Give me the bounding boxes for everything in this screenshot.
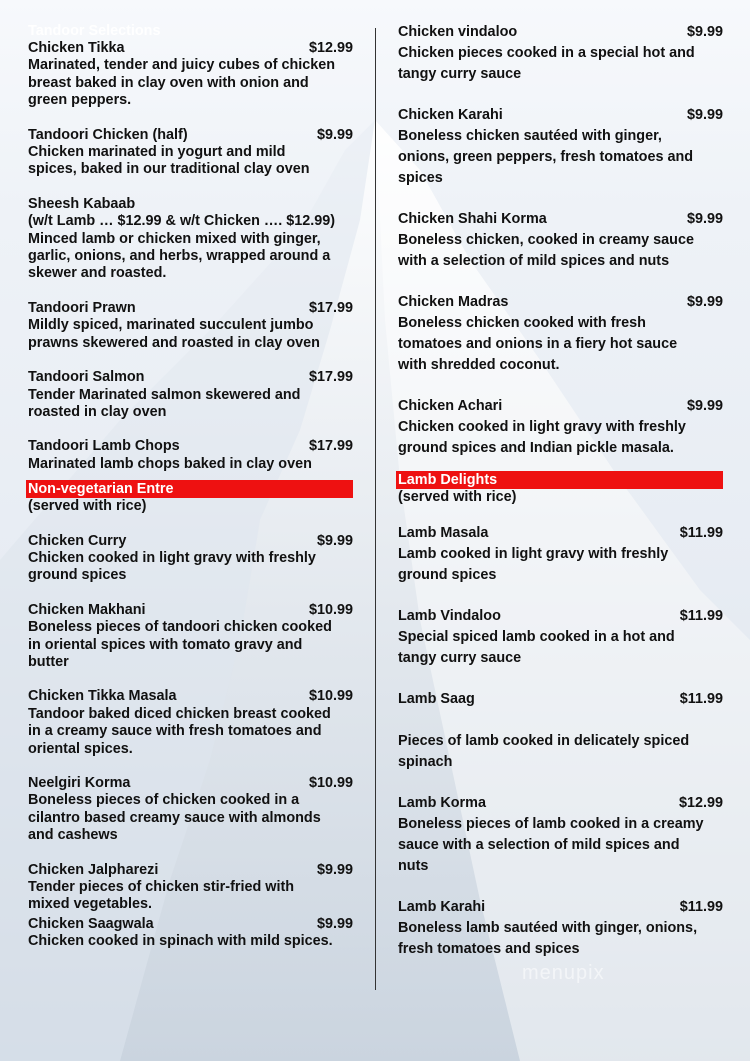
menu-item-name: Chicken vindaloo (398, 24, 518, 40)
menu-item (28, 40, 353, 110)
menu-item-name: Tandoori Chicken (half) (28, 126, 188, 143)
menu-item (28, 916, 353, 951)
nonveg-heading: Non-vegetarian Entre (26, 480, 353, 498)
menu-item-description: Pieces of lamb cooked in delicately spiced (398, 733, 690, 750)
menu-item-description: Boneless pieces of chicken cooked in a (28, 792, 300, 809)
menu-item-row (28, 196, 353, 213)
lamb-items (398, 523, 723, 960)
menu-item-description: prawns skewered and roasted in clay oven (28, 334, 320, 351)
lamb-subheading: (served with rice) (398, 489, 517, 505)
chicken-items (398, 22, 723, 459)
menu-item (28, 300, 353, 352)
menu-item-row (398, 793, 723, 814)
menu-item-description: Chicken marinated in yogurt and mild (28, 144, 286, 161)
menu-item-price: $11.99 (679, 899, 723, 916)
menu-item-description: breast baked in clay oven with onion and (28, 74, 309, 91)
menu-item-description: skewer and roasted. (28, 265, 167, 282)
menu-item-description: tangy curry sauce (398, 66, 522, 82)
menu-item (398, 292, 723, 376)
menu-item-description: spices (398, 170, 443, 186)
menu-item-row (28, 127, 353, 144)
nonveg-items (28, 533, 353, 951)
menu-item-description: Tender pieces of chicken stir-fried with (28, 879, 295, 896)
menu-item-price: $10.99 (308, 688, 353, 705)
menu-item-name: Chicken Karahi (398, 107, 503, 123)
menu-item-description: Minced lamb or chicken mixed with ginger, (28, 230, 321, 247)
menu-item-price: $9.99 (686, 211, 723, 227)
menu-item-name: Sheesh Kabaab (28, 195, 136, 212)
menu-item-description: Marinated, tender and juicy cubes of chicken (28, 57, 336, 74)
menu-item (398, 897, 723, 960)
menu-item-description: fresh tomatoes and spices (398, 941, 580, 958)
menu-item-price: $17.99 (308, 299, 353, 316)
menu-item-description: Boneless chicken sautéed with ginger, (398, 128, 662, 144)
menu-item-description: tangy curry sauce (398, 650, 522, 667)
menu-item (28, 862, 353, 914)
menu-item-name: Chicken Makhani (28, 601, 146, 618)
menu-item (398, 523, 723, 586)
tandoor-heading: Tandoor Selections (28, 23, 161, 39)
menu-item (28, 127, 353, 179)
menu-item-name: Tandoori Salmon (28, 369, 145, 386)
menu-item-row (398, 209, 723, 230)
menu-item-row (28, 916, 353, 933)
menu-item-description: spices, baked in our traditional clay oven (28, 161, 310, 178)
menu-item (28, 438, 353, 473)
menu-item-description: onions, green peppers, fresh tomatoes and (398, 149, 694, 165)
menu-item-description: cilantro based creamy sauce with almonds (28, 809, 321, 826)
menu-item (28, 688, 353, 758)
menu-item-description: ground spices and Indian pickle masala. (398, 440, 674, 456)
menu-item-name: Chicken Tikka Masala (28, 688, 177, 705)
menu-item-row (28, 862, 353, 879)
menu-item-row (28, 438, 353, 455)
menu-item-row (398, 105, 723, 126)
menu-item-row (398, 523, 723, 544)
menu-item-description: Boneless pieces of tandoori chicken cooked (28, 619, 332, 636)
menu-item (398, 793, 723, 877)
menu-item-description: Boneless pieces of lamb cooked in a creamy (398, 816, 704, 833)
menu-item-row (398, 689, 723, 710)
menu-item-name: Lamb Vindaloo (398, 608, 501, 625)
right-column (398, 22, 723, 960)
menu-item (398, 396, 723, 459)
menu-item-description: Chicken cooked in spinach with mild spices. (28, 933, 333, 950)
menu-item-description: sauce with a selection of mild spices and (398, 837, 680, 854)
menu-item-price: $12.99 (308, 40, 353, 56)
menu-item-description: spinach (398, 754, 453, 771)
menu-item-description: Tandoor baked diced chicken breast cooked (28, 705, 331, 722)
menu-item-price: $9.99 (686, 294, 723, 310)
menu-item-row (398, 292, 723, 313)
menu-item (398, 606, 723, 669)
menu-item-description: mixed vegetables. (28, 896, 152, 913)
menu-item-name: Chicken Achari (398, 398, 503, 414)
menu-item-price: $9.99 (316, 915, 353, 932)
menu-item-price: $17.99 (308, 438, 353, 455)
menu-item-row (398, 396, 723, 417)
menu-item-name: Tandoori Prawn (28, 299, 136, 316)
menu-item (28, 602, 353, 672)
menu-item-description: Boneless chicken cooked with fresh (398, 315, 646, 331)
menu-item-price: $9.99 (686, 398, 723, 414)
menu-item-name: Lamb Masala (398, 525, 489, 542)
menu-item-description: (w/t Lamb … $12.99 & w/t Chicken …. $12.99) (28, 213, 336, 230)
menu-item (28, 196, 353, 283)
menu-item-description: Lamb cooked in light gravy with freshly (398, 546, 669, 563)
menu-item-description: Tender Marinated salmon skewered and (28, 386, 301, 403)
menu-item (28, 775, 353, 845)
menu-item-row (28, 369, 353, 386)
menu-item-price: $9.99 (316, 861, 353, 878)
menu-item-description: Chicken cooked in light gravy with freshly (28, 549, 316, 566)
menu-item-description: ground spices (28, 567, 127, 584)
menu-item-row (28, 688, 353, 705)
menu-item (398, 209, 723, 272)
menu-item-price: $17.99 (308, 369, 353, 386)
menu-item-price: $12.99 (678, 795, 723, 812)
menu-item-description: oriental spices. (28, 740, 133, 757)
menu-item-description: Marinated lamb chops baked in clay oven (28, 455, 312, 472)
menu-item-description: and cashews (28, 827, 118, 844)
menu-item-row (398, 897, 723, 918)
menu-item-description: with shredded coconut. (398, 357, 560, 373)
menu-item-description: with a selection of mild spices and nuts (398, 253, 670, 269)
menu-item-row (28, 602, 353, 619)
menu-item-description: Chicken cooked in light gravy with freshly (398, 419, 686, 435)
menu-item-name: Chicken Madras (398, 294, 509, 310)
watermark-logo: menupix (522, 962, 605, 984)
menu-item-description: green peppers. (28, 92, 132, 109)
column-divider (375, 28, 376, 990)
menu-item-description: in oriental spices with tomato gravy and (28, 636, 303, 653)
menu-item-description: ground spices (398, 567, 497, 584)
menu-item-name: Chicken Saagwala (28, 915, 154, 932)
tandoor-items (28, 40, 353, 473)
menu-item-name: Chicken Jalpharezi (28, 861, 159, 878)
menu-item-price: $9.99 (686, 24, 723, 40)
menu-item-price: $11.99 (679, 608, 723, 625)
menu-item-description: Mildly spiced, marinated succulent jumbo (28, 317, 314, 334)
menu-item-description: garlic, onions, and herbs, wrapped around a (28, 248, 331, 265)
menu-item-name: Tandoori Lamb Chops (28, 438, 180, 455)
menu-item (28, 533, 353, 585)
menu-item-row (28, 533, 353, 550)
menu-item (398, 22, 723, 85)
menu-item-row (398, 22, 723, 43)
menu-item (28, 369, 353, 421)
menu-item-description: Boneless lamb sautéed with ginger, onions, (398, 920, 698, 937)
menu-item-name: Neelgiri Korma (28, 775, 131, 791)
menu-item-name: Lamb Korma (398, 795, 486, 812)
menu-item-description: Chicken pieces cooked in a special hot and (398, 45, 695, 61)
menu-item-price: $10.99 (308, 601, 353, 618)
lamb-heading: Lamb Delights (396, 471, 723, 489)
menu-item-price: $11.99 (679, 691, 723, 708)
menu-item-description: nuts (398, 858, 429, 875)
menu-item-price: $11.99 (679, 525, 723, 542)
menu-item-row (398, 606, 723, 627)
menu-item-description: Special spiced lamb cooked in a hot and (398, 629, 675, 646)
menu-item-row (28, 300, 353, 317)
menu-item-name: Lamb Karahi (398, 899, 486, 916)
menu-item-row (28, 775, 353, 792)
menu-item-description: Boneless chicken, cooked in creamy sauce (398, 232, 694, 248)
menu-item-description: tomatoes and onions in a fiery hot sauce (398, 336, 678, 352)
menu-item-description (398, 710, 723, 731)
menu-item-name: Chicken Curry (28, 532, 127, 549)
menu-item-price: $9.99 (316, 126, 353, 143)
left-column (28, 22, 353, 951)
menu-item-name: Lamb Saag (398, 691, 475, 708)
menu-item (398, 105, 723, 189)
menu-item-description: butter (28, 653, 69, 670)
menu-item-row (28, 40, 353, 57)
nonveg-subheading: (served with rice) (28, 498, 147, 515)
menu-item-name: Chicken Tikka (28, 40, 125, 56)
menu-item-description: roasted in clay oven (28, 403, 167, 420)
menu-item (398, 689, 723, 773)
menu-item-price: $10.99 (308, 775, 353, 791)
menu-item-description: in a creamy sauce with fresh tomatoes and (28, 723, 322, 740)
menu-item-price: $9.99 (686, 107, 723, 123)
menu-item-name: Chicken Shahi Korma (398, 211, 547, 227)
menu-item-price: $9.99 (316, 532, 353, 549)
